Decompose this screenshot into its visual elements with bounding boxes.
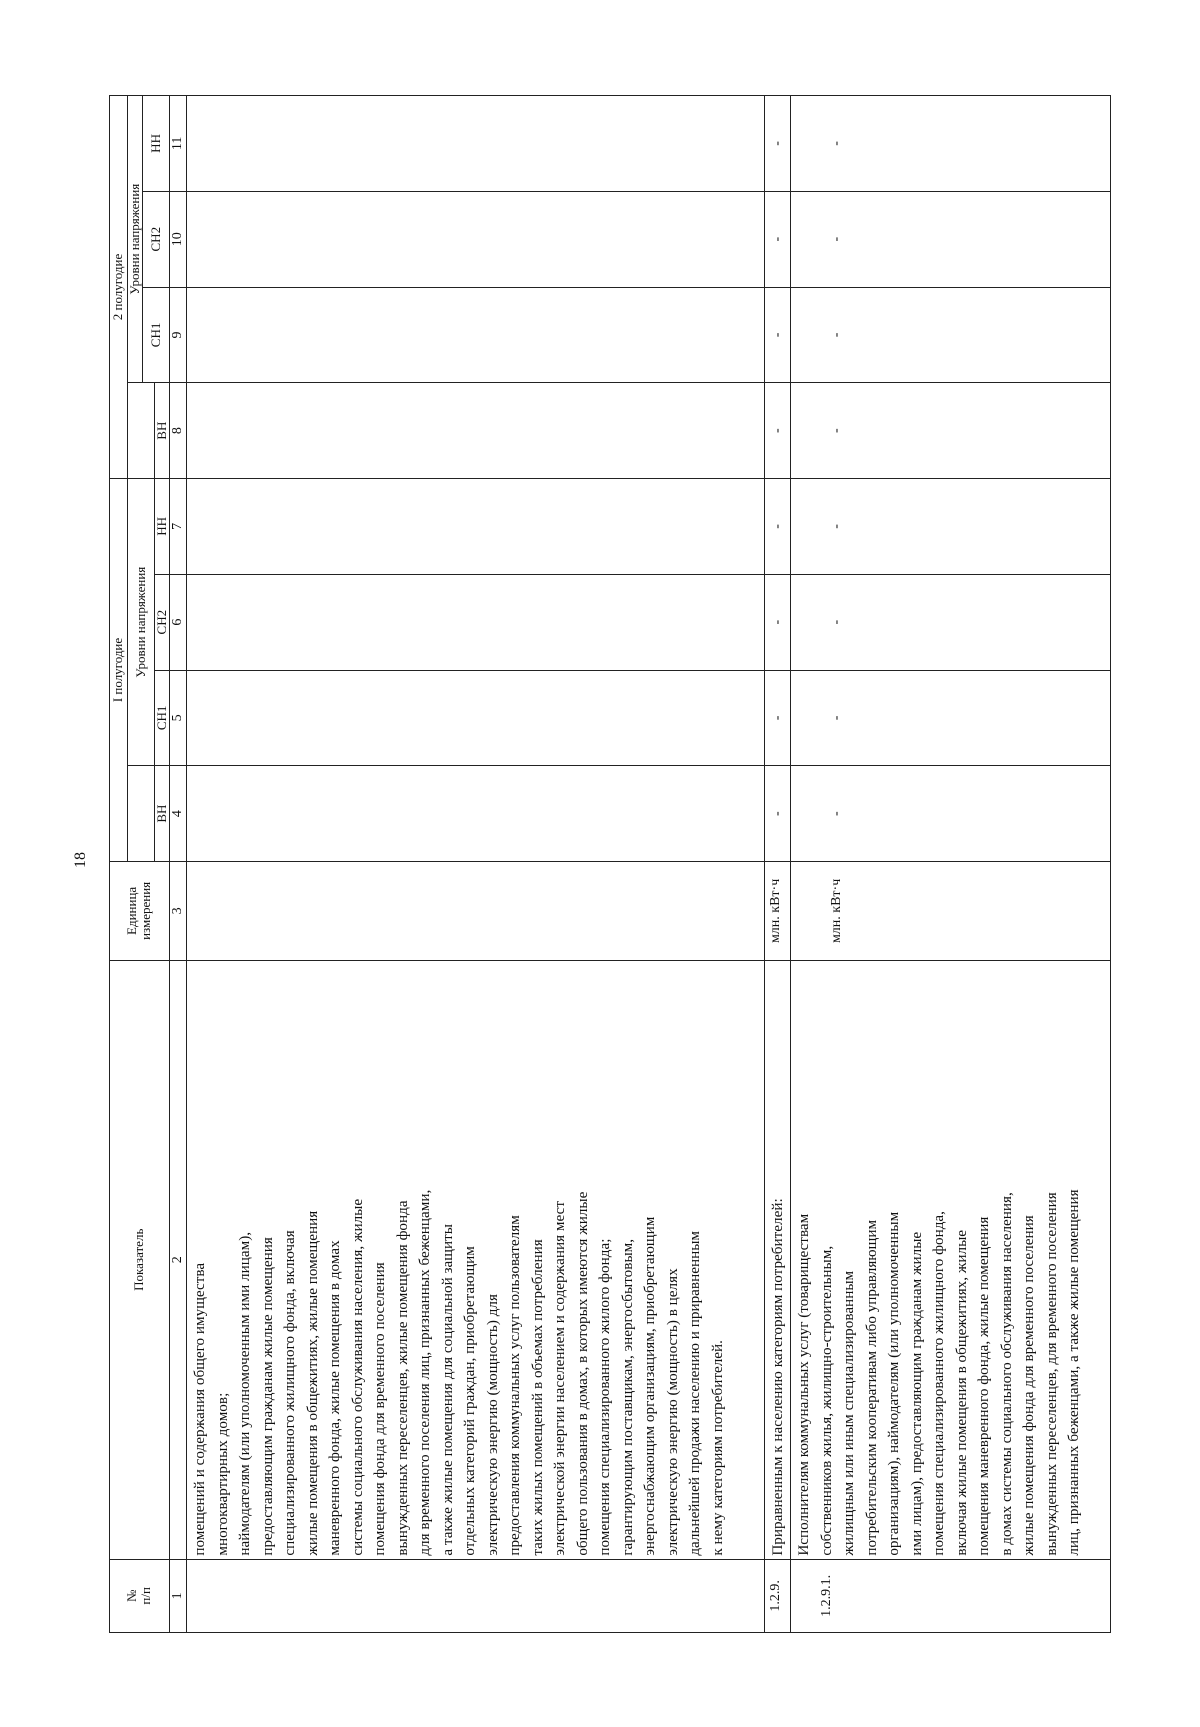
row-indicator-text: Приравненным к населению категориям потребителей: (765, 960, 791, 1559)
header-nn-1: НН (154, 479, 169, 575)
row-value: - (765, 766, 791, 862)
header-sn1-2: СН1 (143, 287, 169, 383)
row-value: - (791, 287, 1111, 383)
col-number: 6 (169, 574, 186, 670)
row-value: - (791, 670, 1111, 766)
row-value: - (791, 383, 1111, 479)
page-number: 18 (72, 852, 89, 868)
row-indicator-text: помещений и содержания общего имущества многоквартирных домов; наймодателям (или уполномоченным ими лицам), предоставляющим гражданам жилые помещения специализированного жилищного фонда, включая жилые помещения в общежитиях, жилые помещения маневренного фонда, жилые помещения в домах системы социального обслуживания населения, жилые помещения фонда для временного поселения вынужденных переселенцев, жилые помещения фонда для временного поселения лиц, признанных беженцами, а также жилые помещения для социальной защиты отдельных категорий граждан, приобретающим электрическую энергию (мощность) для предоставления коммунальных услуг пользователям таких жилых помещений в объемах потребления электрической энергии населением и содержания мест общего пользования в домах, в которых имеются жилые помещения специализированного жилого фонда; гарантирующим поставщикам, энергосбытовым, энергоснабжающим организациям, приобретающим электрическую энергию (мощность) в целях дальнейшей продажи населению и приравненным к нему категориям потребителей. (187, 960, 765, 1559)
table-row (187, 96, 765, 1633)
col-number: 5 (169, 670, 186, 766)
col-number: 1 (169, 1559, 186, 1632)
row-value (187, 574, 765, 670)
header-vn-1: ВН (154, 766, 169, 862)
row-number (187, 1559, 765, 1632)
col-number: 8 (169, 383, 186, 479)
col-number: 4 (169, 766, 186, 862)
header-half-2: 2 полугодие (110, 96, 128, 479)
row-value: - (765, 383, 791, 479)
header-unit: Единица измерения (110, 861, 170, 960)
row-value (187, 383, 765, 479)
row-value: - (765, 287, 791, 383)
row-value (187, 766, 765, 862)
header-sn1-1: СН1 (154, 670, 169, 766)
header-voltage-levels-1: Уровни напряжения (128, 479, 154, 766)
column-numbers-row (169, 96, 186, 1633)
row-value: - (765, 670, 791, 766)
col-number: 11 (169, 96, 186, 192)
header-half-1: I полугодие (110, 479, 128, 862)
header-vn-2: ВН (154, 383, 169, 479)
row-value: - (765, 479, 791, 575)
header-sn2-2: СН2 (143, 191, 169, 287)
row-value: - (791, 479, 1111, 575)
row-value (187, 287, 765, 383)
row-value: - (765, 96, 791, 192)
row-value: - (791, 191, 1111, 287)
row-unit: млн. кВт·ч (791, 861, 1111, 960)
row-value: - (791, 574, 1111, 670)
row-indicator-text: Исполнителям коммунальных услуг (товариществам собственников жилья, жилищно-строительным, жилищным или иным специализированным потребительским кооперативам либо управляющим организациям), наймодателям (или уполномоченным ими лицам), предоставляющим гражданам жилые помещения специализированного жилищного фонда, включая жилые помещения в общежитиях, жилые помещения маневренного фонда, жилые помещения в домах системы социального обслуживания населения, жилые помещения фонда для временного поселения вынужденных переселенцев, для временного поселения лиц, признанных беженцами, а также жилые помещения (791, 960, 1111, 1559)
header-nn-2: НН (143, 96, 169, 192)
col-number: 2 (169, 960, 186, 1559)
header-half-2-blank (128, 383, 154, 479)
rotated-table-page (109, 95, 1111, 1633)
row-unit (187, 861, 765, 960)
row-number: 1.2.9. (765, 1559, 791, 1632)
row-value: - (791, 766, 1111, 862)
header-sn2-1: СН2 (154, 574, 169, 670)
header-num: № п/п (110, 1559, 170, 1632)
row-number: 1.2.9.1. (791, 1559, 1111, 1632)
col-number: 9 (169, 287, 186, 383)
table-row (791, 96, 1111, 1633)
voltage-levels-table (109, 95, 1111, 1633)
table-row (765, 96, 791, 1633)
row-value: - (765, 574, 791, 670)
row-unit: млн. кВт·ч (765, 861, 791, 960)
col-number: 3 (169, 861, 186, 960)
header-indicator: Показатель (110, 960, 170, 1559)
col-number: 7 (169, 479, 186, 575)
header-half-1-blank (128, 766, 154, 862)
header-row-1 (110, 96, 128, 1633)
row-value (187, 670, 765, 766)
row-value (187, 96, 765, 192)
row-value (187, 191, 765, 287)
row-value (187, 479, 765, 575)
row-value: - (791, 96, 1111, 192)
col-number: 10 (169, 191, 186, 287)
row-value: - (765, 191, 791, 287)
header-voltage-levels-2: Уровни напряжения (128, 96, 143, 383)
